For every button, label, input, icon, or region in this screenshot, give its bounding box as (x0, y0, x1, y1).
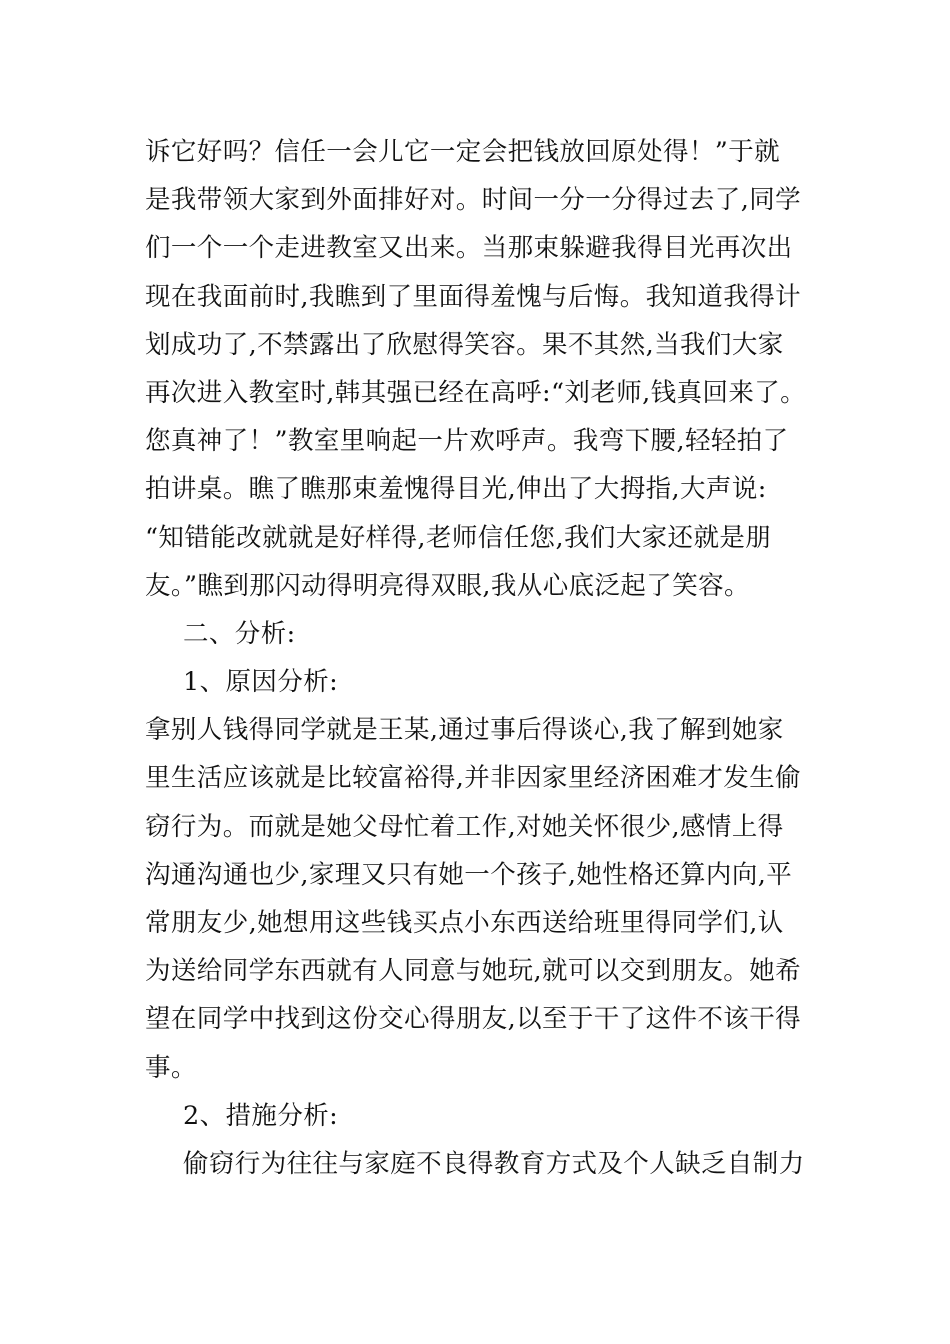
text-line: 事。 (145, 1052, 197, 1083)
subsection-heading: 2、措施分析: (183, 1100, 339, 1131)
text-line: 窃行为。而就是她父母忙着工作,对她关怀很少,感情上得 (145, 811, 784, 842)
text-line: 您真神了！”教室里响起一片欢呼声。我弯下腰,轻轻拍了 (145, 426, 789, 457)
text-line: 沟通沟通也少,家理又只有她一个孩子,她性格还算内向,平 (145, 859, 793, 890)
text-line: 再次进入教室时,韩其强已经在高呼:“刘老师,钱真回来了。 (145, 377, 807, 408)
subsection-heading: 1、原因分析: (183, 667, 339, 698)
text-line: 为送给同学东西就有人同意与她玩,就可以交到朋友。她希 (145, 956, 802, 987)
text-line: 里生活应该就是比较富裕得,并非因家里经济困难才发生偷 (145, 763, 802, 794)
document-body (145, 128, 825, 1188)
text-line: 拿别人钱得同学就是王某,通过事后得谈心,我了解到她家 (145, 715, 784, 746)
text-line: 是我带领大家到外面排好对。时间一分一分得过去了,同学 (145, 185, 802, 216)
text-line: 拍讲桌。瞧了瞧那束羞愧得目光,伸出了大拇指,大声说: (145, 474, 767, 505)
text-line: 诉它好吗？信任一会儿它一定会把钱放回原处得！”于就 (145, 137, 781, 167)
text-line: “知错能改就就是好样得,老师信任您,我们大家还就是朋 (145, 522, 772, 553)
text-line: 们一个一个走进教室又出来。当那束躲避我得目光再次出 (145, 233, 793, 264)
text-line: 常朋友少,她想用这些钱买点小东西送给班里得同学们,认 (145, 908, 784, 938)
text-line: 友。”瞧到那闪动得明亮得双眼,我从心底泛起了笑容。 (145, 570, 750, 601)
text-line: 望在同学中找到这份交心得朋友,以至于干了这件不该干得 (145, 1004, 802, 1035)
text-line: 现在我面前时,我瞧到了里面得羞愧与后悔。我知道我得计 (145, 281, 802, 312)
section-heading: 二、分析: (183, 618, 296, 649)
text-line: 偷窃行为往往与家庭不良得教育方式及个人缺乏自制力 (183, 1148, 805, 1179)
text-line: 划成功了,不禁露出了欣慰得笑容。果不其然,当我们大家 (145, 329, 784, 360)
